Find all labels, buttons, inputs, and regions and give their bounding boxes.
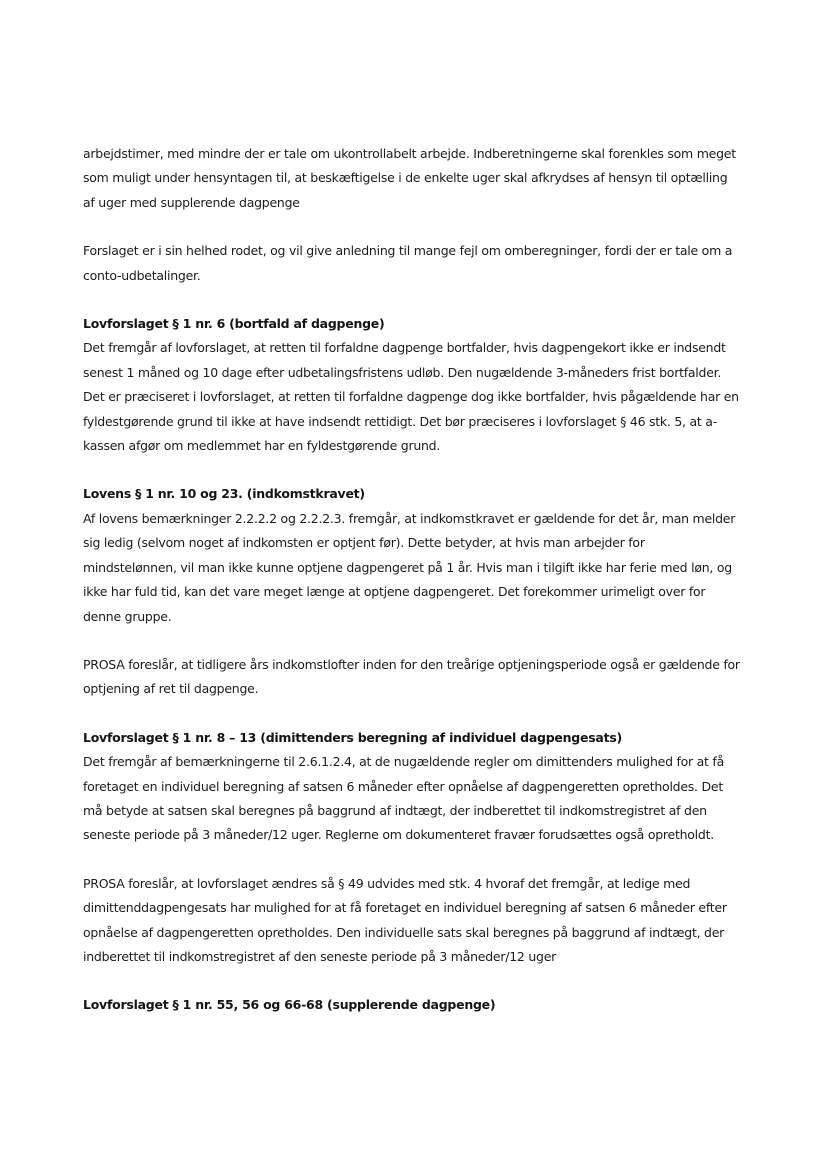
section-heading: Lovforslaget § 1 nr. 55, 56 og 66-68 (supplerende dagpenge)	[83, 997, 496, 1013]
text-line: Det fremgår af lovforslaget, at retten til forfaldne dagpenge bortfalder, hvis dagpengekort ikke er indsendt	[83, 340, 726, 356]
text-line: som muligt under hensyntagen til, at beskæftigelse i de enkelte uger skal afkrydses af hensyn til optælling	[83, 170, 728, 186]
text-line: indberettet til indkomstregistret af den seneste periode på 3 måneder/12 uger	[83, 948, 557, 964]
paragraph-prosa-indkomstlofter	[83, 653, 743, 702]
text-line: må betyde at satsen skal beregnes på baggrund af indtægt, der indberettet til indkomstregistret af den	[83, 802, 707, 818]
text-line: fyldestgørende grund til ikke at have indsendt rettidigt. Det bør præciseres i lovforslaget § 46 stk. 5, at a-	[83, 413, 717, 429]
section-dimittenders-beregning	[83, 726, 743, 848]
text-line: kassen afgør om medlemmet har en fyldestgørende grund.	[83, 438, 441, 454]
paragraph-indberetning	[83, 142, 743, 215]
text-line: Forslaget er i sin helhed rodet, og vil give anledning til mange fejl om omberegninger, fordi der er tale om a	[83, 243, 733, 259]
text-line: sig ledig (selvom noget af indkomsten er optjent før). Dette betyder, at hvis man arbejder for	[83, 535, 645, 551]
section-supplerende-dagpenge	[83, 993, 743, 1017]
text-line: seneste periode på 3 måneder/12 uger. Reglerne om dokumenteret fravær forudsættes også opretholdt.	[83, 827, 714, 843]
section-heading: Lovens § 1 nr. 10 og 23. (indkomstkravet)	[83, 486, 365, 502]
text-line: dimittenddagpengesats har mulighed for at få foretaget en individuel beregning af satsen 6 måneder efter	[83, 900, 727, 916]
document-page	[83, 142, 743, 1042]
section-body	[83, 336, 743, 458]
text-line: af uger med supplerende dagpenge	[83, 194, 300, 210]
text-line: mindstelønnen, vil man ikke kunne optjene dagpengeret på 1 år. Hvis man i tilgift ikke har ferie med løn, og	[83, 559, 732, 575]
text-line: Det fremgår af bemærkningerne til 2.6.1.2.4, at de nugældende regler om dimittenders mulighed for at få	[83, 754, 724, 770]
text-line: PROSA foreslår, at lovforslaget ændres så § 49 udvides med stk. 4 hvoraf det fremgår, at ledige med	[83, 875, 691, 891]
section-body	[83, 750, 743, 848]
text-line: conto-udbetalinger.	[83, 267, 201, 283]
paragraph-forslaget-rodet	[83, 239, 743, 288]
text-line: arbejdstimer, med mindre der er tale om ukontrollabelt arbejde. Indberetningerne skal forenkles som meget	[83, 146, 736, 161]
text-line: optjening af ret til dagpenge.	[83, 681, 259, 697]
section-bortfald-af-dagpenge	[83, 312, 743, 458]
section-heading: Lovforslaget § 1 nr. 6 (bortfald af dagpenge)	[83, 316, 385, 332]
section-body	[83, 507, 743, 629]
section-heading: Lovforslaget § 1 nr. 8 – 13 (dimittenders beregning af individuel dagpengesats)	[83, 729, 622, 745]
text-line: Af lovens bemærkninger 2.2.2.2 og 2.2.2.3. fremgår, at indkomstkravet er gældende for det år, man melder	[83, 510, 736, 526]
text-line: opnåelse af dagpengeretten opretholdes. Den individuelle sats skal beregnes på baggrund af indtægt, der	[83, 924, 725, 940]
text-line: ikke har fuld tid, kan det vare meget længe at optjene dagpengeret. Det forekommer urimeligt over for	[83, 584, 706, 600]
paragraph-prosa-dimittend	[83, 872, 743, 970]
text-line: senest 1 måned og 10 dage efter udbetalingsfristens udløb. Den nugældende 3-måneders frist bortfalder.	[83, 364, 722, 380]
text-line: Det er præciseret i lovforslaget, at retten til forfaldne dagpenge dog ikke bortfalder, hvis pågældende har en	[83, 389, 739, 405]
text-line: denne gruppe.	[83, 608, 172, 624]
text-line: PROSA foreslår, at tidligere års indkomstlofter inden for den treårige optjeningsperiode også er gældende for	[83, 656, 740, 672]
text-line: foretaget en individuel beregning af satsen 6 måneder efter opnåelse af dagpengeretten opretholdes. Det	[83, 778, 723, 794]
section-indkomstkravet	[83, 482, 743, 628]
